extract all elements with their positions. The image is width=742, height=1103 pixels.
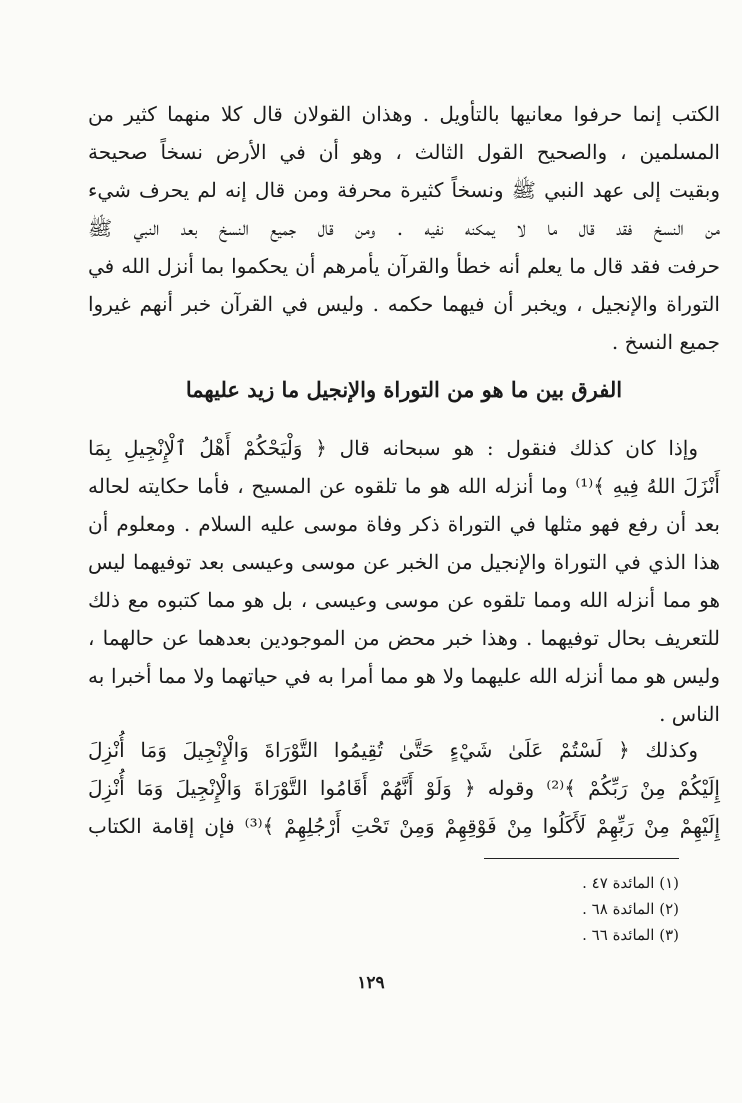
text-line: الكتب إنما حرفوا معانيها بالتأويل . وهذان القولان قال كلا منهما كثير من bbox=[88, 102, 720, 126]
footnote-separator bbox=[484, 858, 679, 859]
text-line: جميع النسخ . bbox=[611, 330, 720, 354]
section-heading: الفرق بين ما هو من التوراة والإنجيل ما زيد عليهما bbox=[185, 377, 623, 402]
text-line: الناس . bbox=[659, 702, 720, 726]
text-line: التوراة والإنجيل ، ويخبر أن فيهما حكمه . وليس في القرآن خبر أنهم غيروا bbox=[88, 292, 720, 316]
text-line: حرفت فقد قال ما يعلم أنه خطأ والقرآن يأمرهم أن يحكموا بما أنزل الله في bbox=[88, 254, 720, 278]
text-line: وكذلك ﴿ لَسْتُمْ عَلَىٰ شَيْءٍ حَتَّىٰ تُقِيمُوا التَّوْرَاةَ وَالْإِنْجِيلَ وَمَا أُنْزِلَ bbox=[88, 738, 698, 762]
footnote: (٣) المائدة ٦٦ . bbox=[582, 926, 679, 944]
text-line: من النسخ فقد قال ما لا يمكنه نفيه . ومن قال جميع النسخ بعد النبي ﷺ bbox=[88, 216, 720, 240]
text-line: إِلَيْهِمْ مِنْ رَبِّهِمْ لَأَكَلُوا مِنْ فَوْقِهِمْ وَمِنْ تَحْتِ أَرْجُلِهِمْ ﴾⁽³⁾ فإن إقامة الكتاب bbox=[88, 814, 720, 838]
text-line: المسلمين ، والصحيح القول الثالث ، وهو أن في الأرض نسخاً صحيحة bbox=[88, 140, 720, 164]
page-number: ١٢٩ bbox=[357, 973, 385, 993]
text-line: بعد أن رفع فهو مثلها في التوراة ذكر وفاة موسى عليه السلام . ومعلوم أن bbox=[88, 512, 720, 536]
footnote: (١) المائدة ٤٧ . bbox=[582, 874, 679, 892]
text-line: إِلَيْكُمْ مِنْ رَبِّكُمْ ﴾⁽²⁾ وقوله ﴿ وَلَوْ أَنَّهُمْ أَقَامُوا التَّوْرَاةَ وَالْإِنْجِيلَ وَمَا أُنْزِلَ bbox=[88, 776, 720, 800]
text-line: للتعريف بحال توفيهما . وهذا خبر محض من الموجودين بعدهما عن حالهما ، bbox=[88, 626, 720, 650]
text-line: هو مما أنزله الله ومما تلقوه عن موسى وعيسى ، بل هو مما كتبوه مع ذلك bbox=[88, 588, 720, 612]
text-line: وبقيت إلى عهد النبي ﷺ ونسخاً كثيرة محرفة ومن قال إنه لم يحرف شيء bbox=[88, 178, 720, 202]
text-line: وليس هو مما أنزله الله عليهما ولا هو مما أمرا به في حياتهما ولا مما أخبرا به bbox=[88, 664, 720, 688]
footnote: (٢) المائدة ٦٨ . bbox=[582, 900, 679, 918]
text-line: وإذا كان كذلك فنقول : هو سبحانه قال ﴿ وَلْيَحْكُمْ أَهْلُ ٱلْإِنْجِيلِ بِمَا bbox=[88, 436, 698, 460]
text-line: أَنْزَلَ اللهُ فِيهِ ﴾⁽¹⁾ وما أنزله الله هو ما تلقوه عن المسيح ، فأما حكايته لحاله bbox=[88, 474, 720, 498]
text-line: هذا الذي في التوراة والإنجيل من الخبر عن موسى وعيسى بعد توفيهما ليس bbox=[88, 550, 720, 574]
